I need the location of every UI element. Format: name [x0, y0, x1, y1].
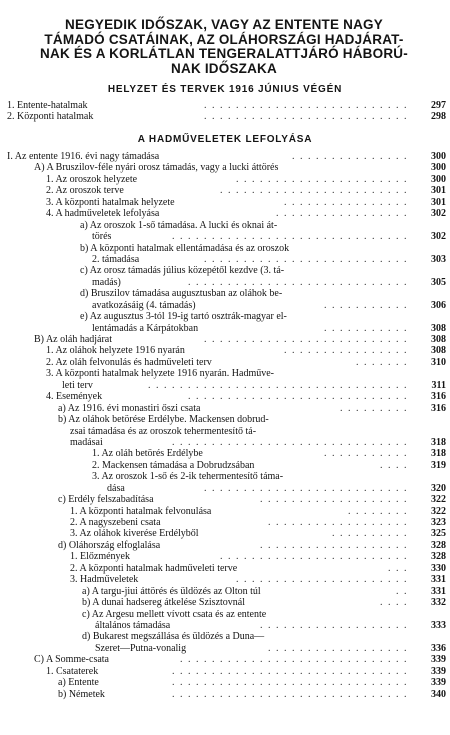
toc-entry-page: 310	[431, 356, 446, 368]
toc-entry-page: 311	[431, 379, 446, 391]
toc-entry-page: 316	[431, 402, 446, 414]
toc-entry-label: e) Az augusztus 3-tól 19-ig tartó osztrák-magyar el-	[80, 311, 287, 323]
toc-entry-label: b) Németek	[58, 688, 105, 700]
toc-entry-page: 339	[431, 665, 446, 677]
leader-dots: ................	[284, 196, 412, 208]
toc-entry-label: d) Bruszilov támadása augusztusban az oláhok be-	[80, 288, 283, 300]
toc-entry-page: 316	[431, 391, 446, 403]
toc-entry-page: 298	[431, 111, 446, 123]
toc-entry-label: általános támadása	[95, 619, 171, 631]
toc-entry-page: 320	[431, 482, 446, 494]
toc-entry-page: 300	[431, 151, 446, 162]
toc-entry-page: 308	[431, 322, 446, 334]
toc-entry-page: 318	[431, 436, 446, 448]
leader-dots: ...................	[260, 494, 412, 506]
leader-dots: ...................	[260, 619, 412, 631]
toc-entry-label: 2. támadása	[92, 253, 140, 265]
leader-dots: ........................	[220, 551, 412, 563]
toc-entry-label: 3. Hadműveletek	[70, 574, 139, 586]
leader-dots: ....	[380, 597, 412, 609]
toc-entry-label: C) A Somme-csata	[34, 654, 109, 666]
leader-dots: ..........................	[204, 111, 412, 123]
toc-entry-label: 2. Mackensen támadása a Dobrudzsában	[92, 459, 255, 471]
toc-entry-page: 300	[431, 173, 446, 185]
toc-entry-label: törés	[92, 231, 112, 243]
leader-dots: ..........................	[204, 253, 412, 265]
toc-entry-label: leti terv	[62, 379, 93, 391]
toc-entry-page: 328	[431, 551, 446, 563]
toc-entry-page: 339	[431, 654, 446, 666]
toc-entry-label: lentámadás a Kárpátokban	[92, 322, 199, 334]
toc-entry-label: c) Erdély felszabadítása	[58, 494, 154, 506]
toc-entry-page: 322	[431, 494, 446, 506]
leader-dots: ..............................	[172, 688, 412, 700]
leader-dots: ..........................	[204, 482, 412, 494]
leader-dots: ...........	[324, 448, 412, 460]
toc-entry-label: 2. Az oláh felvonulás és hadműveleti terv	[46, 356, 212, 368]
toc-entry-label: 3. A központi hatalmak helyzete	[46, 196, 175, 208]
leader-dots: ..........	[332, 528, 412, 540]
toc-section-situation	[0, 100, 450, 123]
leader-dots: ............................	[188, 391, 412, 403]
toc-entry-label: 1. Az oláhok helyzete 1916 nyarán	[46, 345, 185, 357]
toc-entry-label: d) Bukarest megszállása és üldözés a Duna—	[82, 631, 265, 643]
leader-dots: ..............................	[172, 436, 412, 448]
leader-dots: ....	[380, 459, 412, 471]
toc-entry-label: 1. A központi hatalmak felvonulása	[70, 505, 212, 517]
leader-dots: .........	[340, 402, 412, 414]
toc-entry-label: madásai	[70, 436, 103, 448]
toc-entry-page: 339	[431, 677, 446, 689]
leader-dots: ...	[388, 562, 412, 574]
toc-entry-page: 308	[431, 345, 446, 357]
leader-dots: ..........................	[204, 334, 412, 345]
toc-entry-label: 3. Az oroszok 1-ső és 2-ik tehermentesítő táma-	[92, 471, 284, 483]
leader-dots: ..............................	[172, 677, 412, 689]
toc-entry-label: 2. Az oroszok terve	[46, 185, 124, 197]
toc-entry-label: d) Oláhország elfoglalása	[58, 539, 161, 551]
toc-entry-label: a) Entente	[58, 677, 99, 689]
toc-entry	[0, 100, 450, 111]
toc-entry-label: A) A Bruszilov-féle nyári orosz támadás, vagy a lucki áttörés	[34, 162, 279, 174]
leader-dots: ..............................	[172, 231, 412, 243]
toc-entry-page: 297	[431, 100, 446, 111]
toc-entry-page: 331	[431, 574, 446, 586]
toc-entry-page: 325	[431, 528, 446, 540]
toc-entry-label: dása	[107, 482, 125, 494]
toc-entry-label: b) A központi hatalmak ellentámadása és az oroszok	[80, 242, 290, 254]
chapter-title-line: NEGYEDIK IDŐSZAK, VAGY AZ ENTENTE NAGY	[65, 17, 383, 32]
toc-entry-label: c) Az orosz támadás július közepétől kezdve (3. tá-	[80, 265, 285, 277]
chapter-title-line: TÁMADÓ CSATÁINAK, AZ OLÁHORSZÁGI HADJÁRAT-	[44, 31, 404, 47]
leader-dots: ..................	[268, 642, 412, 654]
toc-entry-label: 1. Az oláh betörés Erdélybe	[92, 448, 203, 460]
toc-entry-page: 319	[431, 459, 446, 471]
section-heading-operations: A HADMŰVELETEK LEFOLYÁSA	[137, 134, 313, 145]
toc-entry-page: 305	[431, 276, 446, 288]
leader-dots: ......................	[236, 574, 412, 586]
toc-entry-page: 300	[431, 162, 446, 174]
toc-entry-page: 336	[431, 642, 446, 654]
toc-entry-label: 3. Az oláhok kiverése Erdélyből	[70, 528, 199, 540]
leader-dots: ..........................	[204, 100, 412, 111]
toc-entry-label: 2. Központi hatalmak	[7, 111, 94, 123]
toc-entry-label: c) Az Argesu mellett vívott csata és az entente	[82, 608, 267, 620]
leader-dots: ...........	[324, 299, 412, 311]
toc-entry-label: b) A dunai hadsereg átkelése Szisztovnál	[82, 597, 246, 609]
toc-entry-label: 3. A központi hatalmak helyzete 1916 nyarán. Hadműve-	[46, 368, 274, 380]
leader-dots: ...................	[260, 539, 412, 551]
toc-entry-label: 4. Események	[46, 391, 103, 403]
toc-entry-label: a) Az oroszok 1-ső támadása. A lucki és oknai át-	[80, 219, 278, 231]
leader-dots: .................	[276, 208, 412, 220]
leader-dots: ........................	[220, 185, 412, 197]
toc-entry-page: 318	[431, 448, 446, 460]
leader-dots: .......	[356, 356, 412, 368]
toc-entry-page: 322	[431, 505, 446, 517]
chapter-title-line: NAK IDŐSZAKA	[171, 60, 277, 76]
chapter-title-line: NAK ÉS A KORLÁTLAN TENGERALATTJÁRÓ HÁBORÚ-	[40, 46, 408, 62]
toc-entry-label: 1. Entente-hatalmak	[7, 100, 88, 111]
toc-entry	[0, 111, 450, 122]
toc-entry-page: 330	[431, 562, 446, 574]
toc-entry-page: 308	[431, 334, 446, 345]
toc-section-operations	[0, 151, 450, 700]
toc-entry-label: 1. Az oroszok helyzete	[46, 173, 138, 185]
section-heading-situation: HELYZET ÉS TERVEK 1916 JÚNIUS VÉGÉN	[107, 84, 343, 95]
leader-dots: ............................	[188, 276, 412, 288]
toc-entry-page: 306	[431, 299, 446, 311]
chapter-title	[14, 18, 434, 76]
leader-dots: ................	[284, 345, 412, 357]
toc-entry-page: 323	[431, 517, 446, 528]
leader-dots: .................................	[148, 379, 412, 391]
toc-entry-label: 2. A központi hatalmak hadműveleti terve	[70, 562, 238, 574]
toc-entry-label: 2. A nagyszebeni csata	[70, 517, 161, 528]
leader-dots: ........	[348, 505, 412, 517]
toc-entry-page: 331	[431, 585, 446, 597]
leader-dots: ..	[396, 585, 412, 597]
toc-entry-label: a) Az 1916. évi monastiri őszi csata	[58, 402, 201, 414]
toc-entry-label: 4. A hadműveletek lefolyása	[46, 208, 160, 220]
leader-dots: ...............	[292, 151, 412, 162]
toc-entry-label: madás)	[92, 276, 121, 288]
leader-dots: ......................	[236, 173, 412, 185]
toc-entry-page: 301	[431, 196, 446, 208]
toc-entry-page: 340	[431, 688, 446, 700]
toc-entry-label: b) Az oláhok betörése Erdélybe. Mackensen dobrud-	[58, 414, 269, 426]
toc-entry-label: a) A targu-jiui áttörés és üldözés az Olton túl	[82, 585, 261, 597]
leader-dots: .............................	[180, 654, 412, 666]
leader-dots: ...........	[324, 322, 412, 334]
toc-entry-label: 1. Csataterek	[46, 665, 99, 677]
toc-entry-label: B) Az oláh hadjárat	[34, 334, 113, 345]
toc-entry-page: 301	[431, 185, 446, 197]
toc-entry-label: zsai támadása és az oroszok tehermentesítő tá-	[70, 425, 257, 437]
toc-entry-page: 302	[431, 208, 446, 220]
toc-entry-label: Szeret—Putna-vonalig	[95, 642, 187, 654]
leader-dots: ..................	[268, 517, 412, 528]
toc-entry-page: 303	[431, 253, 446, 265]
toc-entry-page: 332	[431, 597, 446, 609]
toc-entry-label: 1. Előzmények	[70, 551, 130, 563]
toc-entry-page: 328	[431, 539, 446, 551]
toc-entry-label: I. Az entente 1916. évi nagy támadása	[7, 151, 160, 162]
toc-entry-label: avatkozásáig (4. támadás)	[92, 299, 196, 311]
toc-entry-page: 333	[431, 619, 446, 631]
leader-dots: ..............................	[172, 665, 412, 677]
toc-entry-page: 302	[431, 231, 446, 243]
